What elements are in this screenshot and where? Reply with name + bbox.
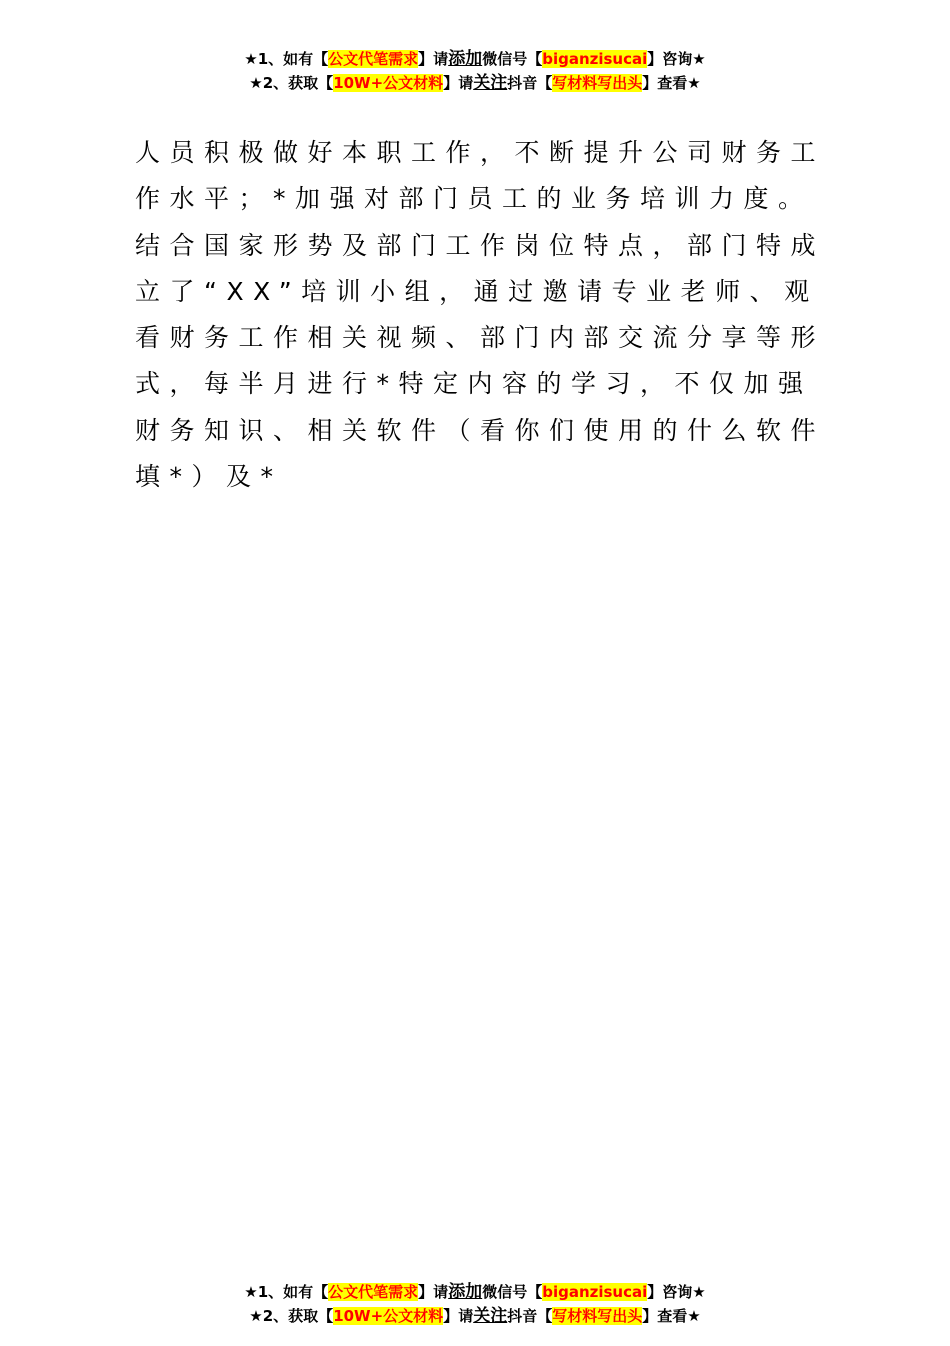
body-line: 人员积极做好本职工作，不断提升公司财务工	[135, 138, 826, 167]
banner-line-2	[0, 1304, 950, 1328]
banner-text: 抖音【	[507, 74, 553, 92]
banner-highlight: 写材料写出头	[552, 1307, 643, 1325]
banner-text: 】请	[443, 1307, 474, 1325]
banner-emphasis: 添加	[448, 49, 483, 69]
banner-text: ★2、获取【	[249, 74, 334, 92]
body-line: 填*）及*	[135, 462, 283, 492]
banner-highlight: 公文代笔需求	[328, 1283, 419, 1301]
banner-line-1	[0, 1280, 950, 1304]
banner-emphasis: 关注	[473, 73, 508, 93]
body-line: 式，每半月进行*特定内容的学习，不仅加强	[135, 369, 813, 399]
banner-text: 】查看★	[642, 74, 701, 92]
banner-highlight: 10W+公文材料	[333, 1307, 444, 1325]
banner-emphasis: 添加	[448, 1282, 483, 1302]
banner-emphasis: 关注	[473, 1306, 508, 1326]
banner-text: ★1、如有【	[244, 1283, 329, 1301]
body-line: 立了“XX”培训小组，通过邀请专业老师、观	[135, 276, 819, 306]
banner-line-2	[0, 71, 950, 95]
banner-highlight: 公文代笔需求	[328, 50, 419, 68]
banner-text: ★1、如有【	[244, 50, 329, 68]
banner-line-1	[0, 47, 950, 71]
banner-text: 】查看★	[642, 1307, 701, 1325]
footer-banner	[0, 1280, 950, 1328]
banner-highlight: 10W+公文材料	[333, 74, 444, 92]
banner-text: 】咨询★	[647, 1283, 706, 1301]
header-banner	[0, 47, 950, 95]
banner-text: 微信号【	[482, 50, 543, 68]
banner-text: 微信号【	[482, 1283, 543, 1301]
banner-highlight: 写材料写出头	[552, 74, 643, 92]
body-line: 看财务工作相关视频、部门内部交流分享等形	[135, 323, 826, 353]
banner-text: 】请	[418, 1283, 449, 1301]
body-line: 财务知识、相关软件（看你们使用的什么软件	[135, 415, 826, 445]
body-line: 作水平；*加强对部门员工的业务培训力度。	[135, 184, 813, 214]
banner-text: 】请	[443, 74, 474, 92]
banner-text: 】请	[418, 50, 449, 68]
banner-text: 抖音【	[507, 1307, 553, 1325]
banner-highlight: biganzisucai	[542, 50, 648, 68]
banner-highlight: biganzisucai	[542, 1283, 648, 1301]
document-body	[135, 130, 826, 500]
body-line: 结合国家形势及部门工作岗位特点，部门特成	[135, 230, 826, 260]
banner-text: 】咨询★	[647, 50, 706, 68]
banner-text: ★2、获取【	[249, 1307, 334, 1325]
